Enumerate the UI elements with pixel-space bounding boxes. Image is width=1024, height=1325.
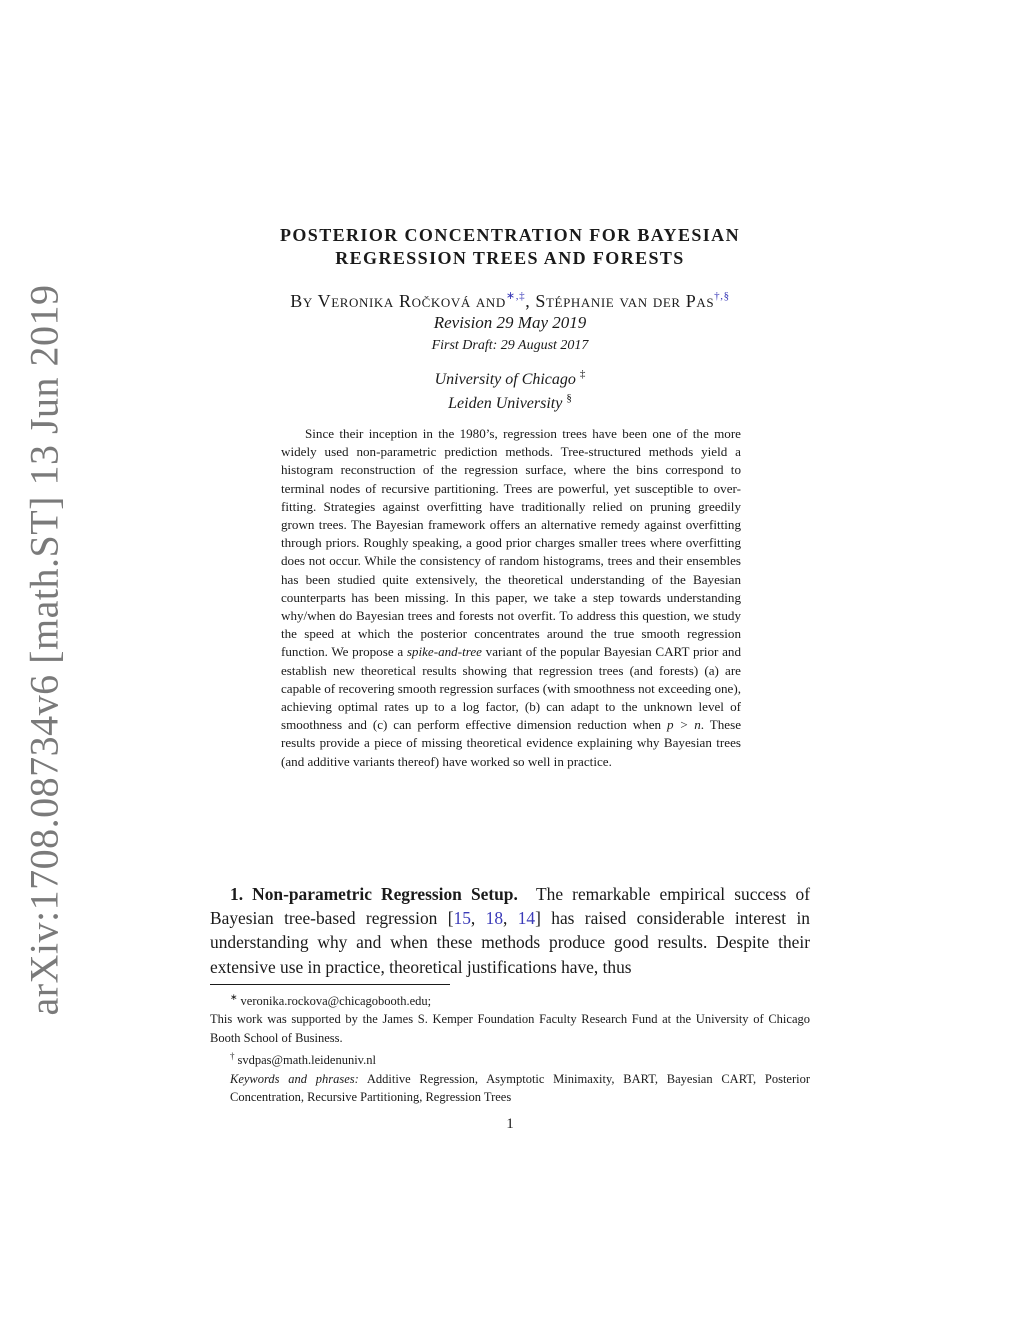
footnote-1-mark: ∗ xyxy=(230,992,238,1002)
footnote-divider xyxy=(210,984,450,985)
keywords xyxy=(210,1070,810,1107)
abstract-text-3: . These results provide a piece of missing theoretical evidence explaining why Bayesian trees (and additive variants thereof) have worked so well in practice. xyxy=(281,717,742,769)
footnote-2-email: svdpas@math.leidenuniv.nl xyxy=(237,1053,376,1068)
author-2: , Stéphanie van der Pas xyxy=(525,291,715,311)
title-line-2: REGRESSION TREES AND FORESTS xyxy=(335,248,685,268)
author-line xyxy=(210,289,810,312)
abstract-math: p > n xyxy=(667,717,701,733)
abstract-text-1: Since their inception in the 1980’s, regression trees have been one of the more widely used non-parametric prediction methods. Tree-structured methods yield a histogram reconstruction of the regression surface, where the bins correspond to terminal nodes of recursive partitioning. Trees are powerful, yet susceptible to over-fitting. Strategies against overfitting have traditionally relied on pruning greedily grown trees. The Bayesian framework offers an alternative remedy against overfitting through priors. Roughly speaking, a good prior charges smaller trees where overfitting does not occur. While the consistency of random histograms, trees and their ensembles has been studied quite extensively, the theoretical understanding of the Bayesian counterparts has been missing. In this paper, we take a step towards understanding why/when do Bayesian trees and forests not overfit. To address this question, we study the speed at which the posterior concentrates around the true smooth regression function. We propose a xyxy=(281,426,741,660)
abstract-text-2: variant of the popular Bayesian CART prior and establish new theoretical results showing that regression trees (and forests) (a) are capable of recovering smooth regression surfaces (with smoothness not exceeding one), achieving optimal rates up to a log factor, (b) can adapt to the unknown level of smoothness and (c) can perform effective dimension reduction when xyxy=(281,644,741,733)
footnote-1-email: veronika.rockova@chicagobooth.edu; xyxy=(240,994,432,1008)
affiliation-name: Leiden University xyxy=(448,395,563,412)
keywords-label: Keywords and phrases: xyxy=(230,1071,359,1086)
affiliation-mark: ‡ xyxy=(579,368,586,380)
affiliation-leiden xyxy=(210,392,810,413)
abstract-emphasis: spike-and-tree xyxy=(406,644,482,660)
affiliation-name: University of Chicago xyxy=(434,371,576,388)
footnote-2-mark: † xyxy=(230,1051,235,1062)
section-text-2: ] has raised considerable interest in understanding why and when these methods produce good results. Despite their extensive use in practice, theoretical justifications have, thus xyxy=(210,908,810,977)
citation-link[interactable]: 14 xyxy=(517,908,536,929)
citation-link[interactable]: 18 xyxy=(485,908,504,929)
section-text-1: The remarkable empirical success of Bayesian tree-based regression [ xyxy=(210,884,810,929)
keywords-list: Additive Regression, Asymptotic Minimaxity, BART, Bayesian CART, Posterior Concentration, Recursive Partitioning, Regression Trees xyxy=(230,1071,811,1105)
author-2-marks[interactable]: †,§ xyxy=(714,290,730,302)
footnote-1-support: This work was supported by the James S. Kemper Foundation Faculty Research Fund at the University of Chicago Booth School of Business. xyxy=(210,1012,810,1045)
affiliation-mark: § xyxy=(566,392,572,404)
title-line-1: POSTERIOR CONCENTRATION FOR BAYESIAN xyxy=(280,225,740,245)
first-draft-date: First Draft: 29 August 2017 xyxy=(431,338,589,353)
footnotes xyxy=(210,988,810,1106)
revision-date: Revision 29 May 2019 xyxy=(433,313,587,332)
paper-title xyxy=(210,224,810,270)
page-number: 1 xyxy=(506,1116,514,1132)
arxiv-identifier-stamp: arXiv:1708.08734v6 [math.ST] 13 Jun 2019 xyxy=(21,284,67,1016)
section-heading: 1. Non-parametric Regression Setup. xyxy=(230,884,518,904)
footnote-1-email-line xyxy=(210,988,810,1010)
citation-link[interactable]: 15 xyxy=(453,908,471,929)
section-1-intro: 1. Non-parametric Regression Setup. The remarkable empirical success of Bayesian tree-based regression [15, 18, 14] has raised considerable interest in understanding why and when these methods produce good results. Despite their extensive use in practice, theoretical justifications have, thus xyxy=(210,884,810,977)
affiliation-chicago xyxy=(210,368,810,389)
author-1-marks[interactable]: ∗,‡ xyxy=(505,290,526,302)
abstract xyxy=(281,425,741,771)
author-1: By Veronika Ročková and xyxy=(290,291,506,311)
footnote-2-email-line xyxy=(210,1047,810,1069)
